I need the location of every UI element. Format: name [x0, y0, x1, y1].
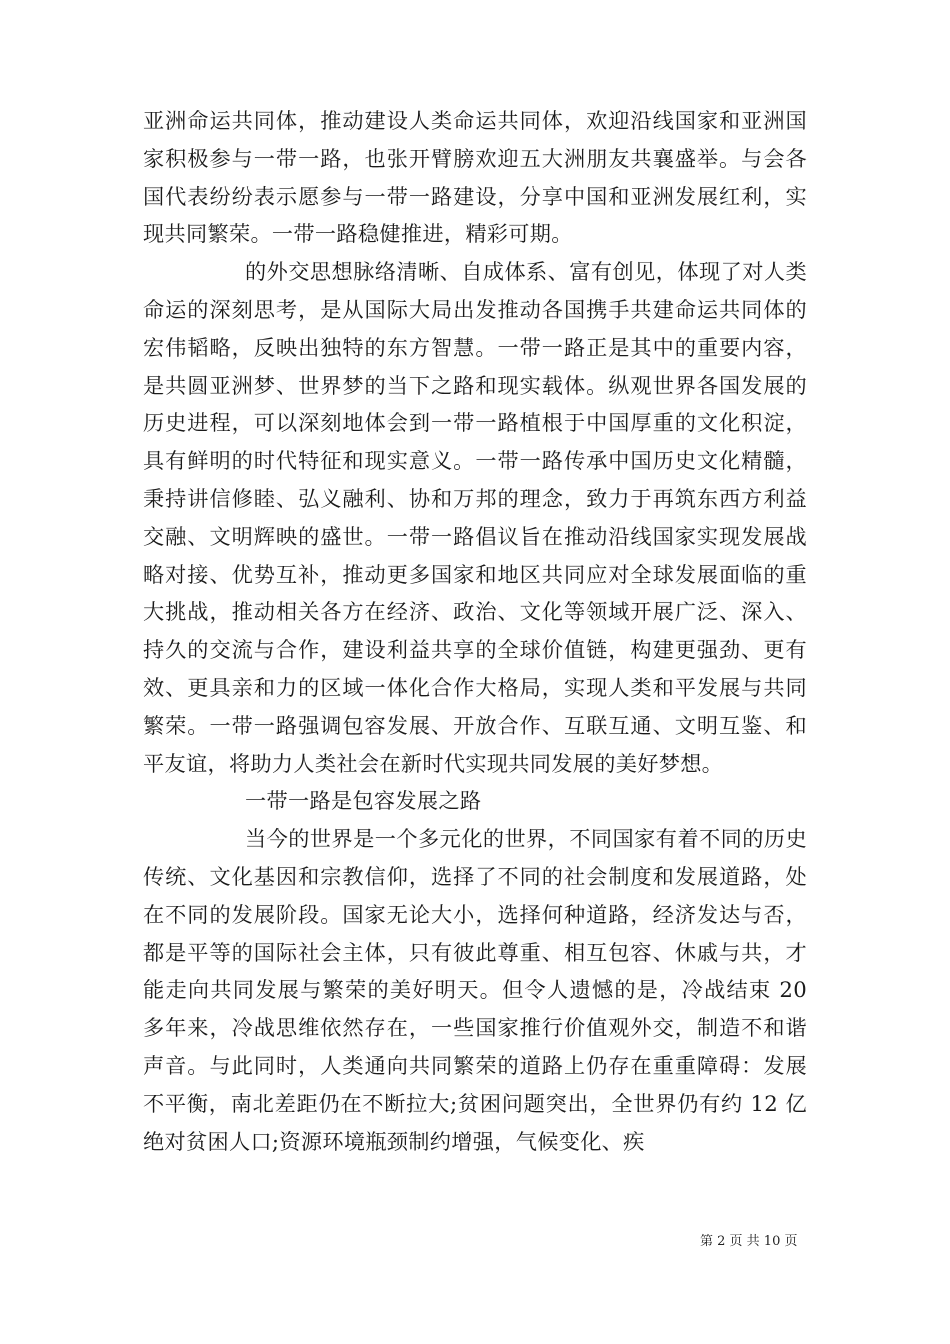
- paragraph-diverse-world: 当今的世界是一个多元化的世界，不同国家有着不同的历史传统、文化基因和宗教信仰，选择了不同的社会制度和发展道路，处在不同的发展阶段。国家无论大小，选择何种道路，经济发达与否，都是平等的国际社会主体，只有彼此尊重、相互包容、休戚与共，才能走向共同发展与繁荣的美好明天。但令人遗憾的是，冷战结束 20 多年来，冷战思维依然存在，一些国家推行价值观外交，制造不和谐声音。与此同时，人类通向共同繁荣的道路上仍存在重重障碍：发展不平衡，南北差距仍在不断拉大;贫困问题突出，全世界仍有约 12 亿绝对贫困人口;资源环境瓶颈制约增强，气候变化、疾: [143, 826, 807, 1154]
- section-heading: 一带一路是包容发展之路: [245, 788, 482, 814]
- page-number-footer: 第 2 页 共 10 页: [700, 1234, 798, 1249]
- paragraph-diplomatic-thought: 的外交思想脉络清晰、自成体系、富有创见，体现了对人类命运的深刻思考，是从国际大局出发推动各国携手共建命运共同体的宏伟韬略，反映出独特的东方智慧。一带一路正是其中的重要内容，是共圆亚洲梦、世界梦的当下之路和现实载体。纵观世界各国发展的历史进程，可以深刻地体会到一带一路植根于中国厚重的文化积淀，具有鲜明的时代特征和现实意义。一带一路传承中国历史文化精髓，秉持讲信修睦、弘义融利、协和万邦的理念，致力于再筑东西方利益交融、文明辉映的盛世。一带一路倡议旨在推动沿线国家实现发展战略对接、优势互补，推动更多国家和地区共同应对全球发展面临的重大挑战，推动相关各方在经济、政治、文化等领域开展广泛、深入、持久的交流与合作，建设利益共享的全球价值链，构建更强劲、更有效、更具亲和力的区域一体化合作大格局，实现人类和平发展与共同繁荣。一带一路强调包容发展、开放合作、互联互通、文明互鉴、和平友谊，将助力人类社会在新时代实现共同发展的美好梦想。: [143, 259, 807, 776]
- paragraph-continuation: 亚洲命运共同体，推动建设人类命运共同体，欢迎沿线国家和亚洲国家积极参与一带一路，也张开臂膀欢迎五大洲朋友共襄盛举。与会各国代表纷纷表示愿参与一带一路建设，分享中国和亚洲发展红利，实现共同繁荣。一带一路稳健推进，精彩可期。: [143, 108, 807, 247]
- document-body: [143, 102, 807, 1160]
